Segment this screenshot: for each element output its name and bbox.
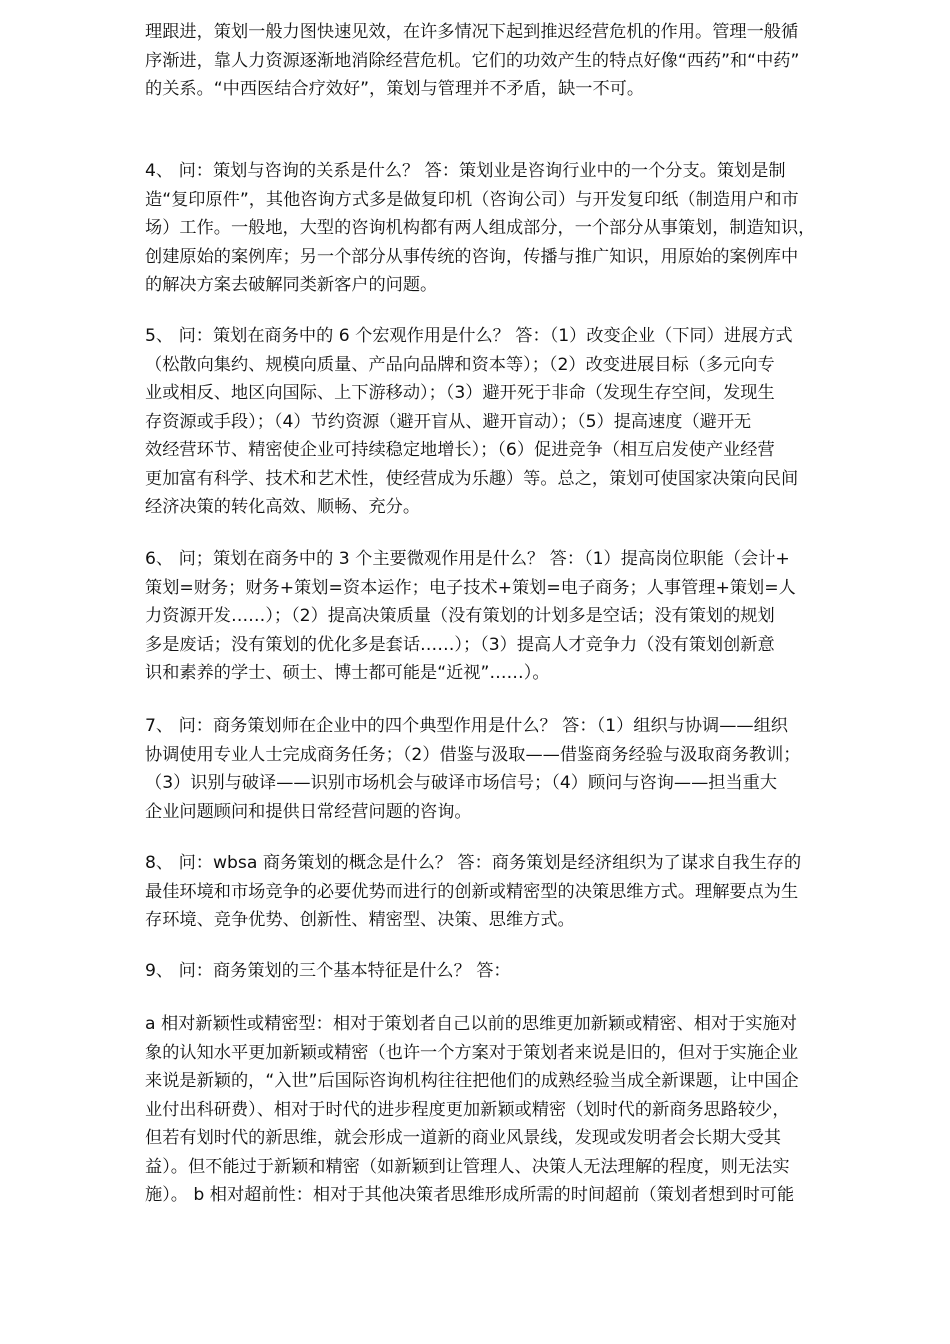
- text-line: 经济决策的转化高效、顺畅、充分。: [145, 497, 421, 517]
- text-line: 的解决方案去破解同类新客户的问题。: [145, 275, 438, 295]
- text-line: 企业问题顾问和提供日常经营问题的咨询。: [145, 801, 472, 822]
- text-line: （3）识别与破译——识别市场机会与破译市场信号；（4）顾问与咨询——担当重大: [145, 773, 778, 793]
- text-line: 但若有划时代的新思维，就会形成一道新的商业风景线，发现或发明者会长期大受其: [145, 1128, 781, 1148]
- text-line: 4、 问：策划与咨询的关系是什么？ 答：策划业是咨询行业中的一个分支。策划是制: [145, 161, 786, 181]
- text-line: 最佳环境和市场竞争的必要优势而进行的创新或精密型的决策思维方式。理解要点为生: [145, 881, 799, 902]
- text-line: 创建原始的案例库；另一个部分从事传统的咨询，传播与推广知识，用原始的案例库中: [145, 246, 799, 267]
- text-line: 9、 问：商务策划的三个基本特征是什么？ 答：: [145, 961, 511, 981]
- text-line: a 相对新颖性或精密型：相对于策划者自己以前的思维更加新颖或精密、相对于实施对: [145, 1014, 797, 1034]
- text-line: 6、 问；策划在商务中的 3 个主要微观作用是什么？ 答：（1）提高岗位职能（会计+: [145, 549, 790, 569]
- text-line: 的关系。“中西医结合疗效好”，策划与管理并不矛盾，缺一不可。: [145, 79, 645, 99]
- text-line: 力资源开发……）；（2）提高决策质量（没有策划的计划多是空话；没有策划的规划: [145, 606, 775, 626]
- text-line: 存资源或手段）；（4）节约资源（避开盲从、避开盲动）；（5）提高速度（避开无: [145, 411, 752, 432]
- text-line: 象的认知水平更加新颖或精密（也许一个方案对于策划者来说是旧的，但对于实施企业: [145, 1042, 799, 1063]
- text-line: 协调使用专业人士完成商务任务；（2）借鉴与汲取——借鉴商务经验与汲取商务教训；: [145, 744, 801, 765]
- text-line: 理跟进，策划一般力图快速见效，在许多情况下起到推迟经营危机的作用。管理一般循: [145, 22, 799, 42]
- text-line: 更加富有科学、技术和艺术性，使经营成为乐趣）等。总之，策划可使国家决策向民间: [145, 468, 799, 489]
- text-line: 造“复印原件”，其他咨询方式多是做复印机（咨询公司）与开发复印纸（制造用户和市: [145, 189, 799, 210]
- text-line: 序渐进，靠人力资源逐渐地消除经营危机。它们的功效产生的特点好像“西药”和“中药”: [145, 50, 800, 71]
- text-line: 存环境、竞争优势、创新性、精密型、决策、思维方式。: [145, 910, 575, 930]
- paragraph-1: [145, 18, 885, 104]
- text-line: 场）工作。一般地，大型的咨询机构都有两人组成部分，一个部分从事策划，制造知识，: [145, 218, 816, 238]
- text-line: 业或相反、地区向国际、上下游移动）；（3）避开死于非命（发现生存空间，发现生: [145, 383, 775, 403]
- text-line: 多是废话；没有策划的优化多是套话……）；（3）提高人才竞争力（没有策划创新意: [145, 634, 775, 655]
- paragraph-q9-answer: [145, 1010, 885, 1210]
- text-line: 效经营环节、精密使企业可持续稳定地增长）；（6）促进竞争（相互启发使产业经营: [145, 440, 775, 460]
- paragraph-q5: [145, 322, 885, 522]
- text-line: 8、 问：wbsa 商务策划的概念是什么？ 答：商务策划是经济组织为了谋求自我生存的: [145, 853, 802, 873]
- paragraph-q4: [145, 157, 885, 300]
- text-line: 施）。 b 相对超前性：相对于其他决策者思维形成所需的时间超前（策划者想到时可能: [145, 1185, 795, 1205]
- text-line: 益）。但不能过于新颖和精密（如新颖到让管理人、决策人无法理解的程度，则无法实: [145, 1156, 790, 1177]
- text-line: 5、 问：策划在商务中的 6 个宏观作用是什么？ 答：（1）改变企业（下同）进展方式: [145, 326, 793, 346]
- text-line: 识和素养的学士、硕士、博士都可能是“近视”……）。: [145, 663, 550, 683]
- text-line: 来说是新颖的，“入世”后国际咨询机构往往把他们的成熟经验当成全新课题，让中国企: [145, 1071, 799, 1091]
- paragraph-q9: [145, 957, 885, 986]
- paragraph-q7: [145, 712, 885, 826]
- paragraph-q8: [145, 849, 885, 935]
- text-line: 策划=财务；财务+策划=资本运作；电子技术+策划=电子商务；人事管理+策划=人: [145, 577, 796, 598]
- text-line: 7、 问：商务策划师在企业中的四个典型作用是什么？ 答：（1）组织与协调——组织: [145, 716, 788, 736]
- paragraph-q6: [145, 545, 885, 688]
- text-line: （松散向集约、规模向质量、产品向品牌和资本等）；（2）改变进展目标（多元向专: [145, 354, 775, 375]
- text-line: 业付出科研费）、相对于时代的进步程度更加新颖或精密（划时代的新商务思路较少，: [145, 1099, 790, 1120]
